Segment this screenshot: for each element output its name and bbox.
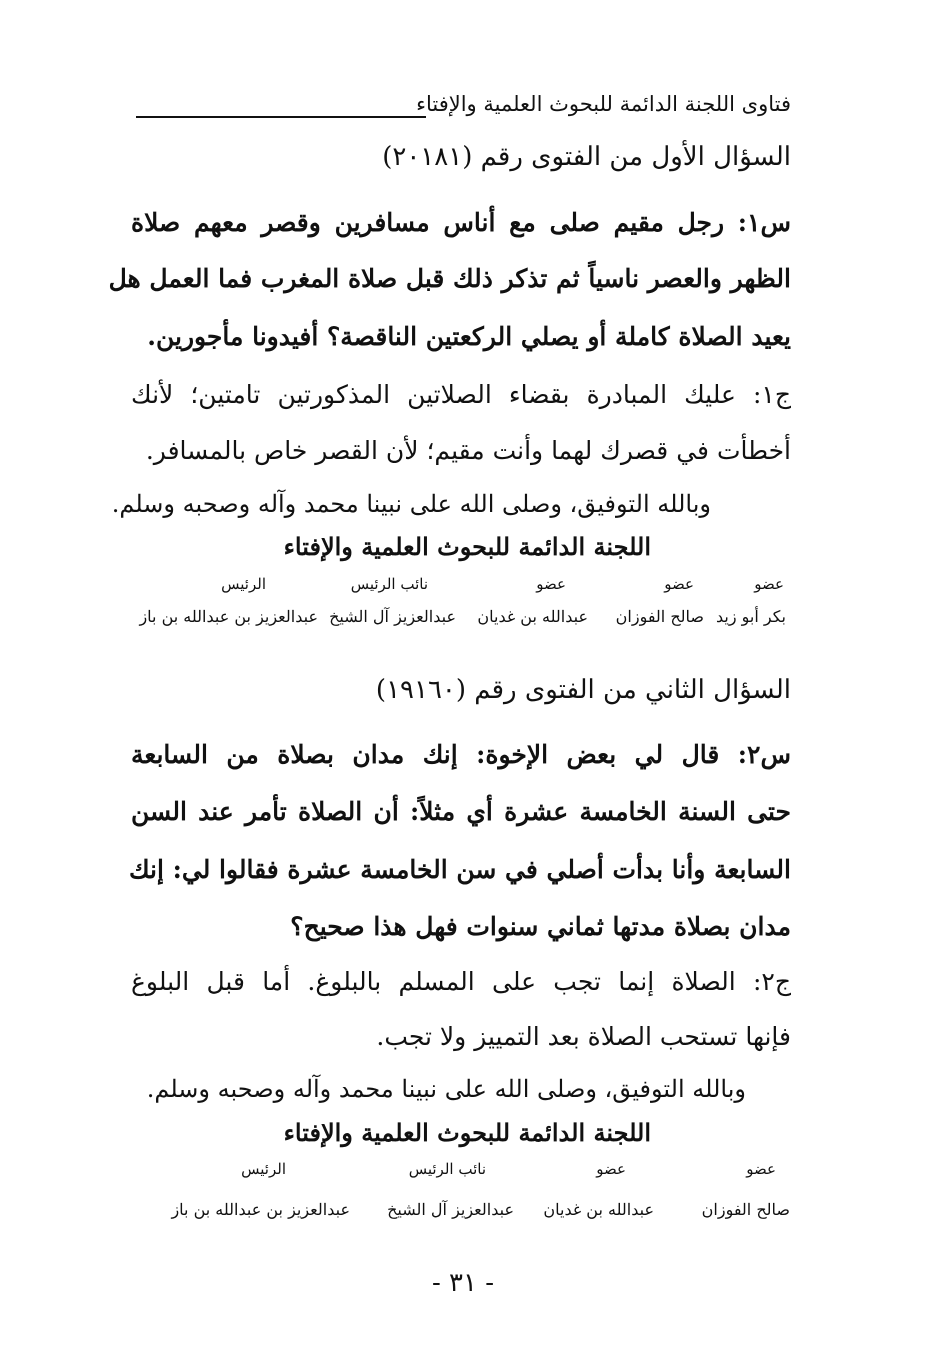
fatwa2-question-line-1: س٢: قال لي بعض الإخوة: إنك مدان بصلاة من السابعة [131,740,791,769]
fatwa1-question-line-3: يعيد الصلاة كاملة أو يصلي الركعتين الناقصة؟ أفيدونا مأجورين. [147,322,791,351]
fatwa1-sig-name-1: بكر أبو زيد [715,607,786,626]
fatwa2-question-line-2: حتى السنة الخامسة عشرة أي مثلاً: أن الصلاة تأمر عند السن [131,797,791,826]
fatwa1-sig-name-4: عبدالعزيز آل الشيخ [329,607,456,626]
fatwa1-sig-name-3: عبدالله بن غديان [477,607,588,626]
fatwa2-heading: السؤال الثاني من الفتوى رقم (١٩١٦٠) [375,675,791,705]
fatwa1-heading: السؤال الأول من الفتوى رقم (٢٠١٨١) [382,142,791,172]
fatwa2-sig-role-3: نائب الرئيس [408,1160,486,1178]
fatwa1-answer-line-2: أخطأت في قصرك لهما وأنت مقيم؛ لأن القصر خاص بالمسافر. [145,436,791,465]
fatwa1-question-line-1: س١: رجل مقيم صلى مع أناس مسافرين وقصر معهم صلاة [131,208,791,237]
fatwa2-sig-role-4: الرئيس [241,1160,286,1178]
running-header [136,88,791,128]
fatwa1-question-line-2: الظهر والعصر ناسياً ثم تذكر ذلك قبل صلاة المغرب فما العمل هل [108,264,791,293]
fatwa2-sig-role-1: عضو [746,1160,776,1178]
fatwa2-question-line-4: مدان بصلاة مدتها ثماني سنوات فهل هذا صحيح؟ [290,912,791,941]
header-rule [136,116,426,118]
fatwa2-sig-name-2: عبدالله بن غديان [543,1200,654,1219]
fatwa2-answer-line-1: ج٢: الصلاة إنما تجب على المسلم بالبلوغ. أما قبل البلوغ [131,967,791,996]
fatwa1-sig-role-4: نائب الرئيس [350,575,428,593]
fatwa1-sig-role-1: عضو [754,575,784,593]
fatwa2-sig-name-3: عبدالعزيز آل الشيخ [387,1200,514,1219]
fatwa2-answer-line-2: فإنها تستحب الصلاة بعد التمييز ولا تجب. [376,1022,791,1051]
fatwa1-answer-line-1: ج١: عليك المبادرة بقضاء الصلاتين المذكورتين تامتين؛ لأنك [131,380,791,409]
page-number: - ٣١ - [431,1268,495,1298]
fatwa1-sig-role-3: عضو [536,575,566,593]
fatwa1-sig-name-5: عبدالعزيز بن عبدالله بن باز [139,607,318,626]
fatwa1-committee: اللجنة الدائمة للبحوث العلمية والإفتاء [283,532,651,561]
fatwa2-sig-name-4: عبدالعزيز بن عبدالله بن باز [171,1200,350,1219]
fatwa1-closing: وبالله التوفيق، وصلى الله على نبينا محمد وآله وصحبه وسلم. [111,490,711,518]
fatwa1-sig-role-2: عضو [664,575,694,593]
fatwa2-question-line-3: السابعة وأنا بدأت أصلي في سن الخامسة عشرة فقالوا لي: إنك [128,855,791,884]
fatwa2-sig-role-2: عضو [596,1160,626,1178]
fatwa1-sig-name-2: صالح الفوزان [615,607,704,626]
fatwa2-closing: وبالله التوفيق، وصلى الله على نبينا محمد وآله وصحبه وسلم. [146,1075,746,1103]
fatwa2-sig-name-1: صالح الفوزان [701,1200,790,1219]
fatwa2-committee: اللجنة الدائمة للبحوث العلمية والإفتاء [283,1118,651,1147]
fatwa1-sig-role-5: الرئيس [221,575,266,593]
header-title: فتاوى اللجنة الدائمة للبحوث العلمية والإفتاء [416,92,791,116]
